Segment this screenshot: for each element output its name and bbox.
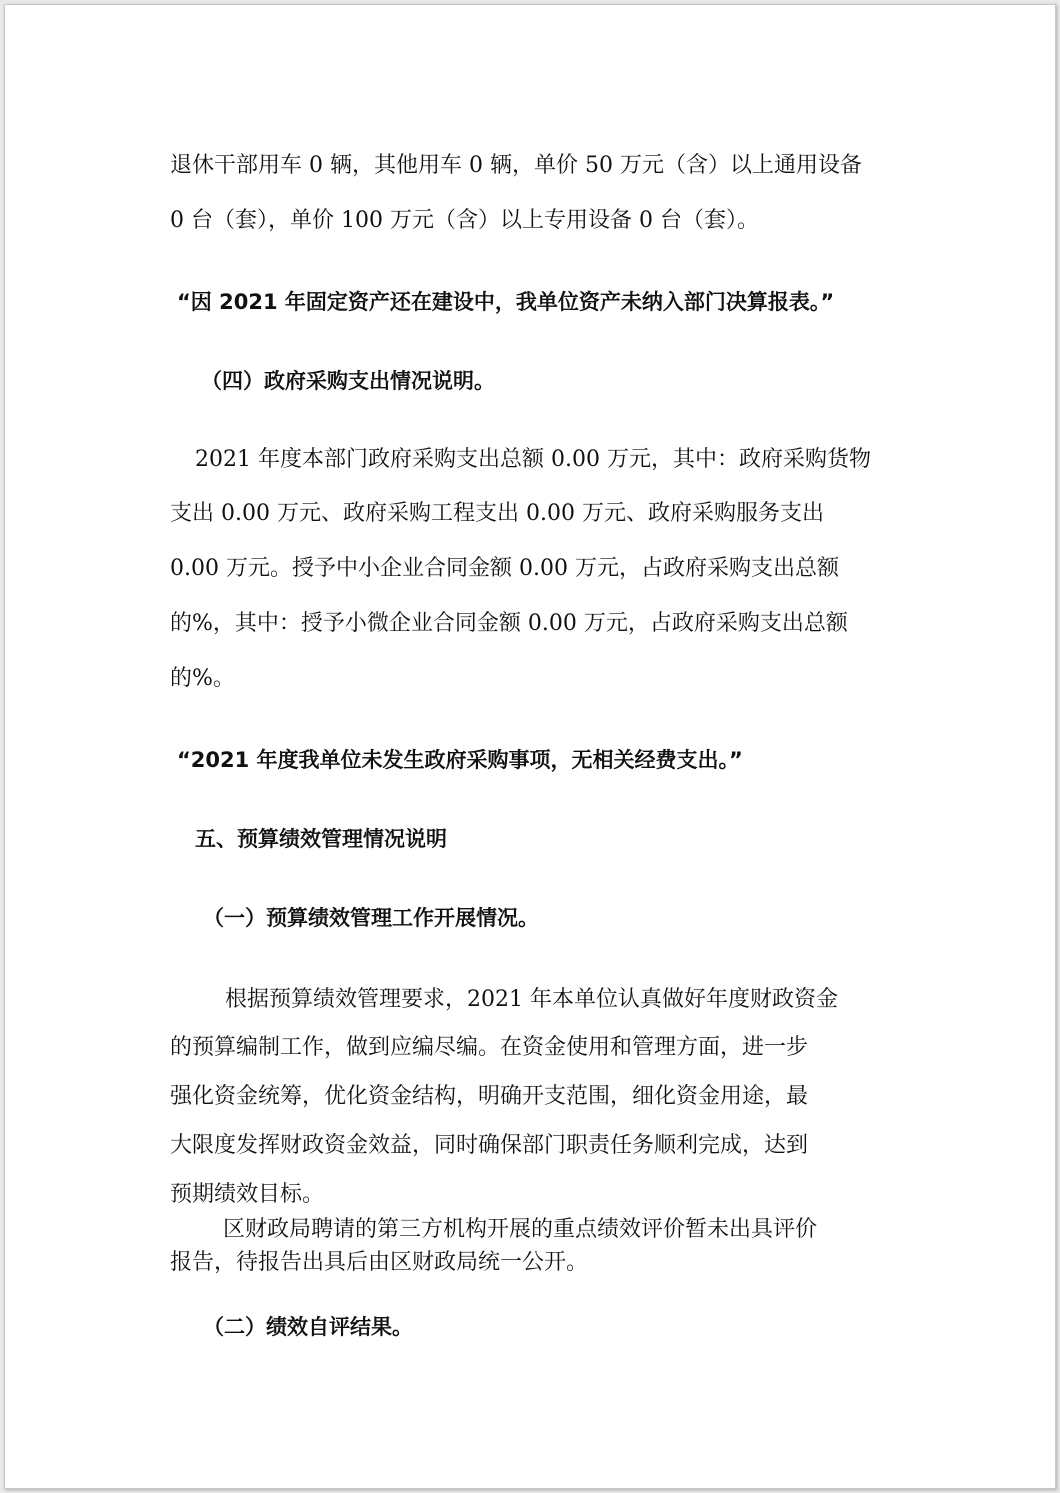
paragraph-line: 根据预算绩效管理要求，2021 年本单位认真做好年度财政资金 (225, 987, 838, 1012)
text-line-procurement-total: 2021 年度本部门政府采购支出总额 0.00 万元，其中：政府采购货物 (195, 447, 871, 472)
paragraph-line-evaluation: 区财政局聘请的第三方机构开展的重点绩效评价暂未出具评价 (223, 1217, 818, 1242)
text-line-equipment: 0 台（套），单价 100 万元（含）以上专用设备 0 台（套）。 (170, 208, 759, 233)
paragraph-line: 预期绩效目标。 (170, 1182, 325, 1207)
text-line-micro-contracts: 的%，其中：授予小微企业合同金额 0.00 万元，占政府采购支出总额 (170, 611, 848, 636)
paragraph-line: 强化资金统筹，优化资金结构，明确开支范围，细化资金用途，最 (170, 1084, 809, 1109)
paragraph-line: 大限度发挥财政资金效益，同时确保部门职责任务顺利完成，达到 (170, 1133, 809, 1158)
document-page (4, 4, 1056, 1489)
text-line-sme-contracts: 0.00 万元。授予中小企业合同金额 0.00 万元，占政府采购支出总额 (170, 556, 839, 581)
text-line-percent: 的%。 (170, 666, 235, 691)
paragraph-line-evaluation: 报告，待报告出具后由区财政局统一公开。 (170, 1250, 589, 1275)
text-line-vehicles: 退休干部用车 0 辆，其他用车 0 辆，单价 50 万元（含）以上通用设备 (170, 153, 862, 178)
section-heading-performance: 五、预算绩效管理情况说明 (195, 827, 447, 851)
section-heading-procurement: （四）政府采购支出情况说明。 (201, 369, 495, 393)
paragraph-line: 的预算编制工作，做到应编尽编。在资金使用和管理方面，进一步 (170, 1035, 809, 1060)
text-line-procurement-breakdown: 支出 0.00 万元、政府采购工程支出 0.00 万元、政府采购服务支出 (170, 501, 824, 526)
subsection-heading-self-evaluation: （二）绩效自评结果。 (203, 1315, 413, 1339)
note-no-procurement: “2021 年度我单位未发生政府采购事项，无相关经费支出。” (177, 748, 743, 772)
subsection-heading-performance-work: （一）预算绩效管理工作开展情况。 (203, 906, 539, 930)
note-fixed-assets: “因 2021 年固定资产还在建设中，我单位资产未纳入部门决算报表。” (177, 290, 835, 314)
